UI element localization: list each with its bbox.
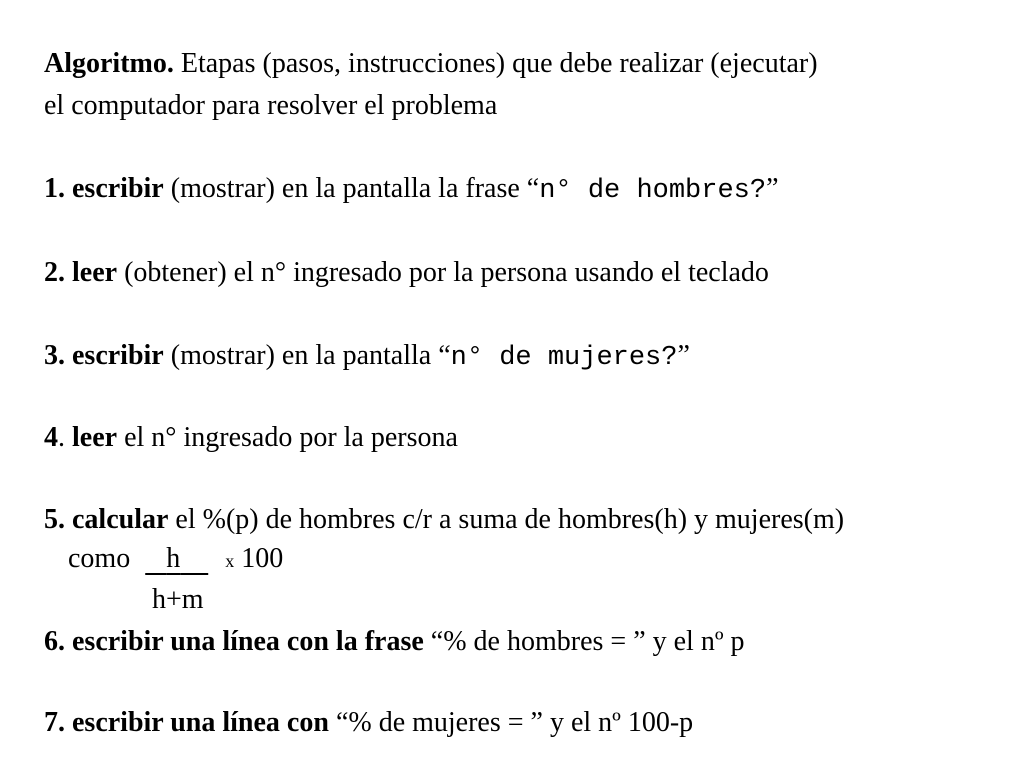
formula-prefix: como [68,543,131,574]
step-verb: escribir una línea con la frase [72,626,424,657]
step-verb: escribir [72,340,164,371]
step-text: (mostrar) en la pantalla la frase [163,173,527,204]
step-verb: calcular [72,504,169,535]
step-verb: leer [72,257,118,288]
times-sign: x [225,551,235,571]
step-number: 5. [44,504,65,535]
step-verb: escribir [72,173,164,204]
step-7 [44,706,693,740]
step-2 [44,256,769,290]
step-dot: . [58,422,65,453]
step-4 [44,421,458,455]
quote-close: ” [677,340,690,371]
quote-open: “ [438,340,451,371]
step-text: (obtener) el n° ingresado por la persona usando el teclado [117,257,769,288]
heading-rest: Etapas (pasos, instrucciones) que debe realizar (ejecutar) [173,48,818,79]
heading-line-2: el computador para resolver el problema [44,90,498,121]
code-text: n° de mujeres? [450,343,678,373]
step-number: 1. [44,173,65,204]
quote-open: “ [526,173,540,204]
code-text: n° de hombres? [539,176,767,206]
step-text: “% de hombres = ” y el nº p [423,626,745,657]
step-text: (mostrar) en la pantalla [163,340,439,371]
formula-factor: 100 [241,543,284,574]
step-5 [44,503,844,537]
step-number: 3. [44,340,65,371]
heading-bold: Algoritmo. [44,48,174,79]
quote-close: ” [766,173,779,204]
formula-line [68,542,283,578]
step-number: 2. [44,257,65,288]
step-3 [44,339,690,375]
step-number: 6. [44,626,65,657]
formula-numerator: h [166,543,181,574]
step-number: 7. [44,707,65,738]
step-text: “% de mujeres = ” y el nº 100-p [328,707,694,738]
step-text: el %(p) de hombres c/r a suma de hombres(h) y mujeres(m) [168,504,845,535]
step-text: el n° ingresado por la persona [117,422,458,453]
heading-line-1 [44,47,818,81]
step-1 [44,172,779,208]
step-6 [44,625,745,659]
step-number: 4 [44,422,58,453]
formula-denominator: h+m [152,584,204,615]
step-verb: leer [72,422,118,453]
step-verb: escribir una línea con [72,707,329,738]
